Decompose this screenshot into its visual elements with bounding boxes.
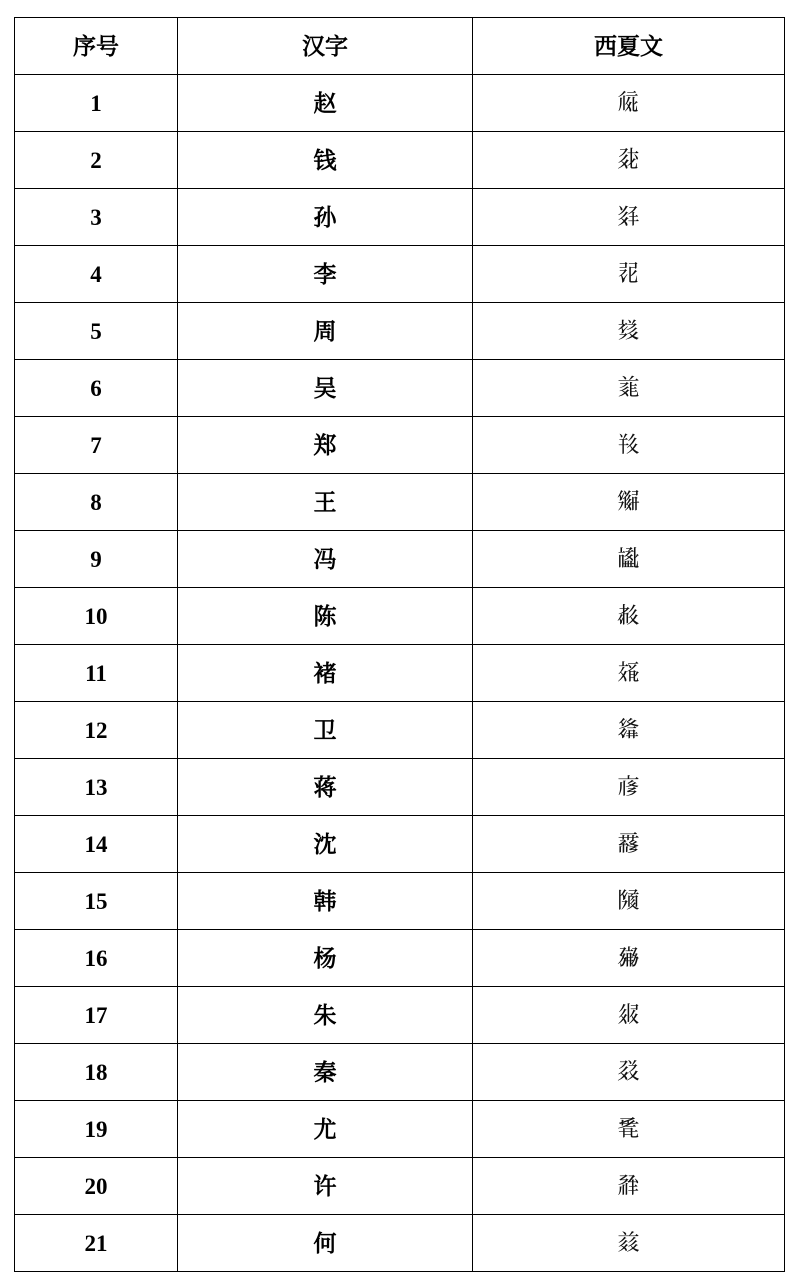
row-number: 13	[15, 759, 178, 816]
chinese-character: 吴	[178, 360, 473, 417]
row-number: 9	[15, 531, 178, 588]
table-row	[15, 531, 785, 588]
chinese-character: 钱	[178, 132, 473, 189]
table-row	[15, 930, 785, 987]
table-row	[15, 645, 785, 702]
table-row	[15, 246, 785, 303]
chinese-character: 褚	[178, 645, 473, 702]
row-number: 15	[15, 873, 178, 930]
table-row	[15, 759, 785, 816]
table-row	[15, 360, 785, 417]
tangut-character: 𘁂	[473, 417, 785, 474]
chinese-character: 蒋	[178, 759, 473, 816]
row-number: 2	[15, 132, 178, 189]
tangut-character: 𗴂	[473, 1158, 785, 1215]
table-header	[15, 18, 785, 75]
tangut-character: 𗌮	[473, 702, 785, 759]
chinese-character: 卫	[178, 702, 473, 759]
tangut-character: 𗵒	[473, 816, 785, 873]
tangut-character: 𘂬	[473, 189, 785, 246]
header-chinese: 汉字	[178, 18, 473, 75]
chinese-character: 何	[178, 1215, 473, 1272]
table-row	[15, 588, 785, 645]
table-row	[15, 987, 785, 1044]
row-number: 7	[15, 417, 178, 474]
chinese-character: 李	[178, 246, 473, 303]
chinese-character: 孙	[178, 189, 473, 246]
row-number: 21	[15, 1215, 178, 1272]
chinese-character: 韩	[178, 873, 473, 930]
row-number: 11	[15, 645, 178, 702]
tangut-character: 𗂧	[473, 873, 785, 930]
tangut-character: 𗑩	[473, 360, 785, 417]
chinese-character: 杨	[178, 930, 473, 987]
row-number: 19	[15, 1101, 178, 1158]
row-number: 3	[15, 189, 178, 246]
chinese-character: 许	[178, 1158, 473, 1215]
row-number: 8	[15, 474, 178, 531]
header-row	[15, 18, 785, 75]
chinese-character: 沈	[178, 816, 473, 873]
chinese-character: 王	[178, 474, 473, 531]
row-number: 4	[15, 246, 178, 303]
row-number: 16	[15, 930, 178, 987]
tangut-character: 𗤒	[473, 987, 785, 1044]
chinese-character: 朱	[178, 987, 473, 1044]
chinese-character: 郑	[178, 417, 473, 474]
table-row	[15, 1044, 785, 1101]
table-body	[15, 75, 785, 1272]
tangut-character: 𗉫	[473, 930, 785, 987]
row-number: 10	[15, 588, 178, 645]
table-row	[15, 702, 785, 759]
table-row	[15, 417, 785, 474]
row-number: 12	[15, 702, 178, 759]
table-row	[15, 1101, 785, 1158]
tangut-character: 𗌗	[473, 474, 785, 531]
tangut-character: 𗳝	[473, 132, 785, 189]
row-number: 17	[15, 987, 178, 1044]
tangut-character: 𘀶	[473, 645, 785, 702]
tangut-character: 𗏁	[473, 75, 785, 132]
table-row	[15, 474, 785, 531]
row-number: 1	[15, 75, 178, 132]
tangut-character: 𗕿	[473, 246, 785, 303]
header-number: 序号	[15, 18, 178, 75]
row-number: 5	[15, 303, 178, 360]
table-row	[15, 189, 785, 246]
chinese-character: 秦	[178, 1044, 473, 1101]
tangut-character: 𗭢	[473, 531, 785, 588]
surname-table	[14, 17, 785, 1272]
tangut-character: 𗑠	[473, 1215, 785, 1272]
table-row	[15, 1215, 785, 1272]
header-tangut: 西夏文	[473, 18, 785, 75]
chinese-character: 赵	[178, 75, 473, 132]
table-row	[15, 75, 785, 132]
chinese-character: 周	[178, 303, 473, 360]
row-number: 14	[15, 816, 178, 873]
table-row	[15, 1158, 785, 1215]
table-row	[15, 132, 785, 189]
table-row	[15, 303, 785, 360]
row-number: 6	[15, 360, 178, 417]
tangut-character: 𗇋	[473, 759, 785, 816]
tangut-character: 𗳒	[473, 588, 785, 645]
row-number: 20	[15, 1158, 178, 1215]
table-row	[15, 873, 785, 930]
table-row	[15, 816, 785, 873]
chinese-character: 陈	[178, 588, 473, 645]
row-number: 18	[15, 1044, 178, 1101]
tangut-character: 𗭭	[473, 303, 785, 360]
tangut-character: 𘆕	[473, 1101, 785, 1158]
tangut-character: 𗳦	[473, 1044, 785, 1101]
chinese-character: 冯	[178, 531, 473, 588]
chinese-character: 尤	[178, 1101, 473, 1158]
